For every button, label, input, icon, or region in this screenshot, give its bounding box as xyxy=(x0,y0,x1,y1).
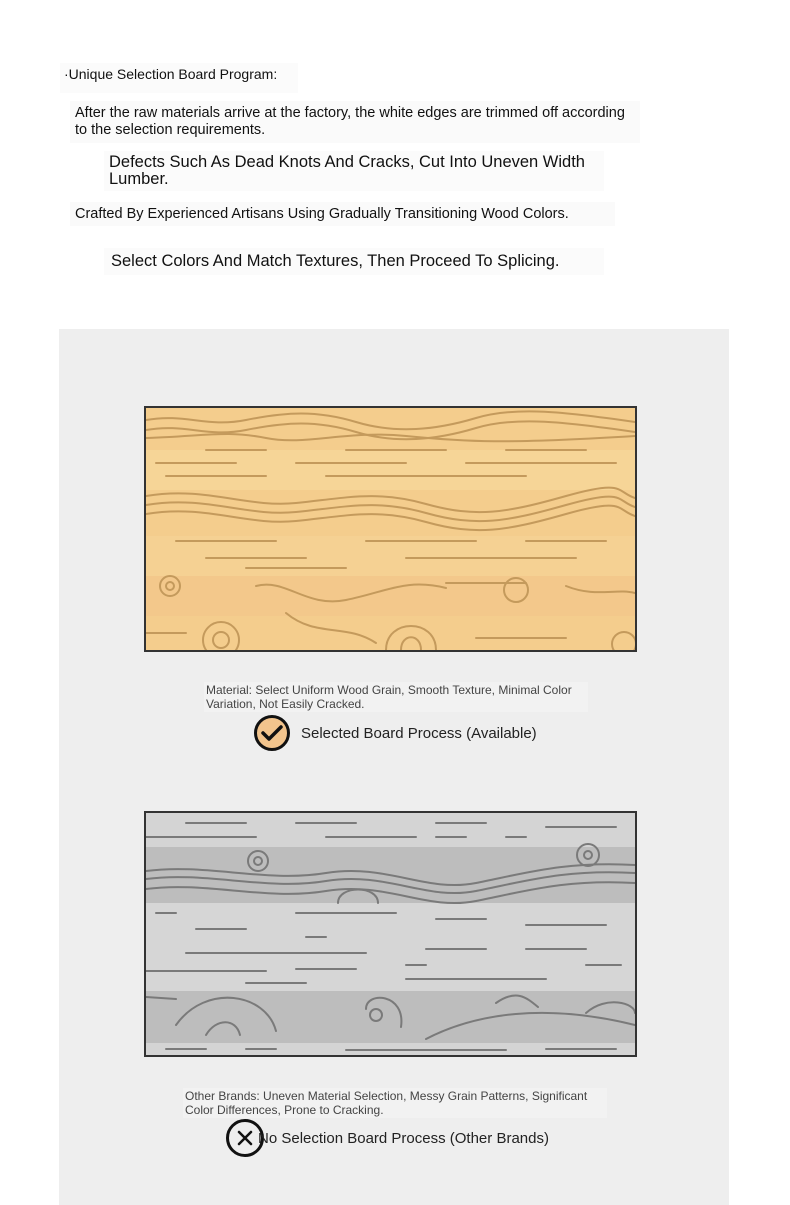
defects-text: Defects Such As Dead Knots And Cracks, Cut Into Uneven Width Lumber. xyxy=(104,151,604,191)
unselected-board-image xyxy=(144,811,637,1057)
no-selection-process-badge xyxy=(226,1119,549,1157)
no-selection-process-label: No Selection Board Process (Other Brands) xyxy=(258,1129,549,1147)
selected-process-badge xyxy=(254,715,537,751)
select-text: Select Colors And Match Textures, Then Proceed To Splicing. xyxy=(104,248,604,275)
intro-text: After the raw materials arrive at the factory, the white edges are trimmed off according to the selection requirements. xyxy=(70,101,640,143)
selected-board-caption: Material: Select Uniform Wood Grain, Smooth Texture, Minimal Color Variation, Not Easily Cracked. xyxy=(204,682,588,712)
selected-board-image xyxy=(144,406,637,652)
crafted-text: Crafted By Experienced Artisans Using Gradually Transitioning Wood Colors. xyxy=(70,202,615,226)
selected-process-label: Selected Board Process (Available) xyxy=(301,724,537,742)
section-label: ·Unique Selection Board Program: xyxy=(60,63,298,93)
unselected-board-caption: Other Brands: Uneven Material Selection, Messy Grain Patterns, Significant Color Differences, Prone to Cracking. xyxy=(183,1088,607,1118)
check-icon xyxy=(254,715,290,751)
